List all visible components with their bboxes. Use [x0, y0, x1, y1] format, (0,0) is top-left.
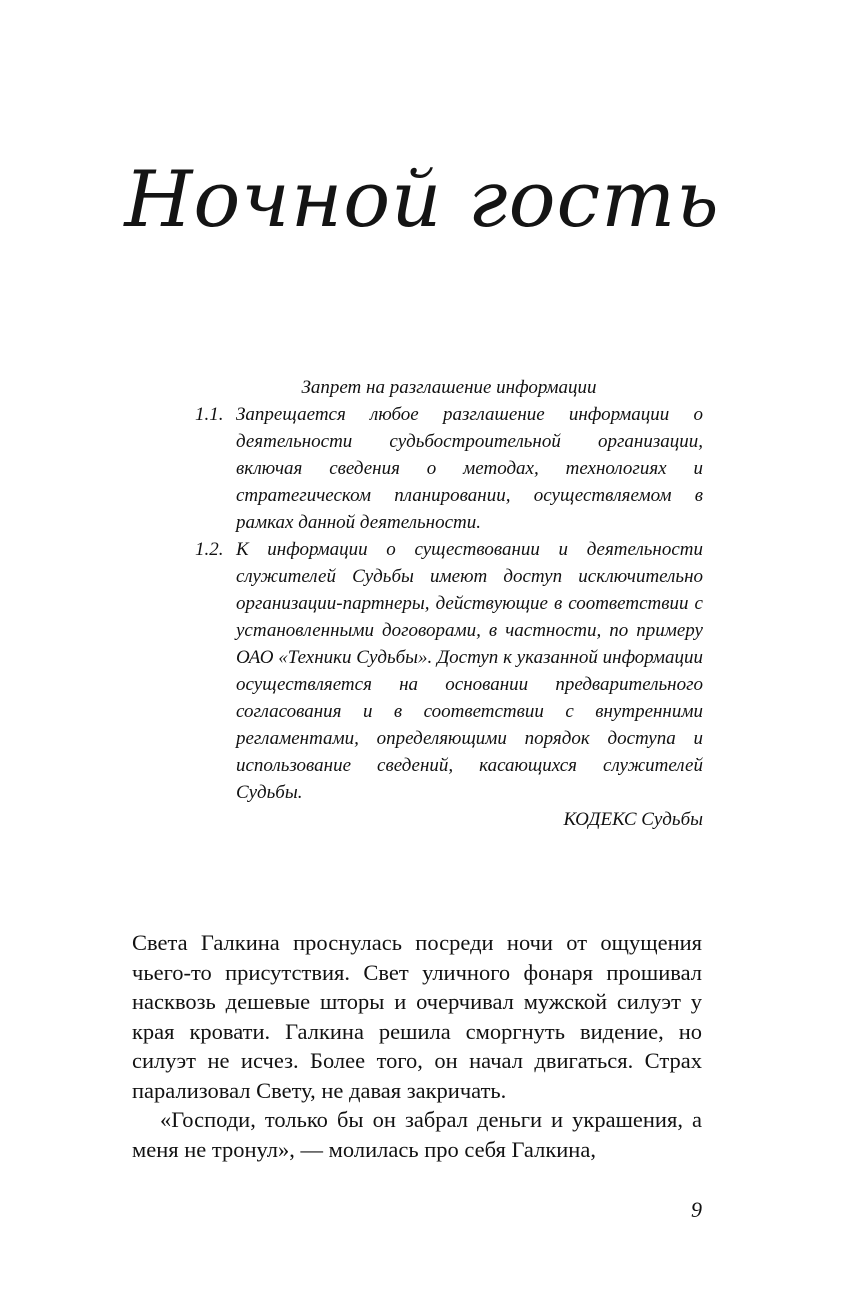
epigraph-heading: Запрет на разглашение информации	[301, 377, 597, 398]
clause-text: К информации о существовании и деятельности служителей Судьбы имеют доступ исключительно организации-партнеры, действующие в соответствии с установленными договорами, в частности, по примеру ОАО «Техники Судьбы». Доступ к указанной информации осуществляется на основании предварительного согласования и в соответствии с внутренними регламентами, определяющими порядок доступа и использование сведений, касающихся служителей Судьбы.	[236, 539, 703, 803]
clause-number: 1.2.	[195, 539, 224, 560]
epigraph	[195, 374, 703, 833]
clause-text: Запрещается любое разглашение информации о деятельности судьбостроительной организации, включая сведения о методах, технологиях и стратегическом планировании, осуществляемом в рамках данной деятельности.	[236, 404, 703, 533]
epigraph-clause	[195, 401, 703, 536]
epigraph-clause	[195, 536, 703, 806]
paragraph: «Господи, только бы он забрал деньги и украшения, а меня не тронул», — молилась про себя Галкина,	[132, 1107, 702, 1162]
epigraph-source: КОДЕКС Судьбы	[563, 809, 703, 830]
paragraph: Света Галкина проснулась посреди ночи от ощущения чьего-то присутствия. Свет уличного фонаря прошивал насквозь дешевые шторы и очерчивал мужской силуэт у края кровати. Галкина решила сморгнуть видение, но силуэт не исчез. Более того, он начал двигаться. Страх парализовал Свету, не давая закричать.	[132, 930, 702, 1103]
chapter-title: Ночной гость	[124, 155, 720, 245]
page-number: 9	[691, 1197, 702, 1222]
body-text	[132, 928, 702, 1164]
clause-number: 1.1.	[195, 404, 224, 425]
